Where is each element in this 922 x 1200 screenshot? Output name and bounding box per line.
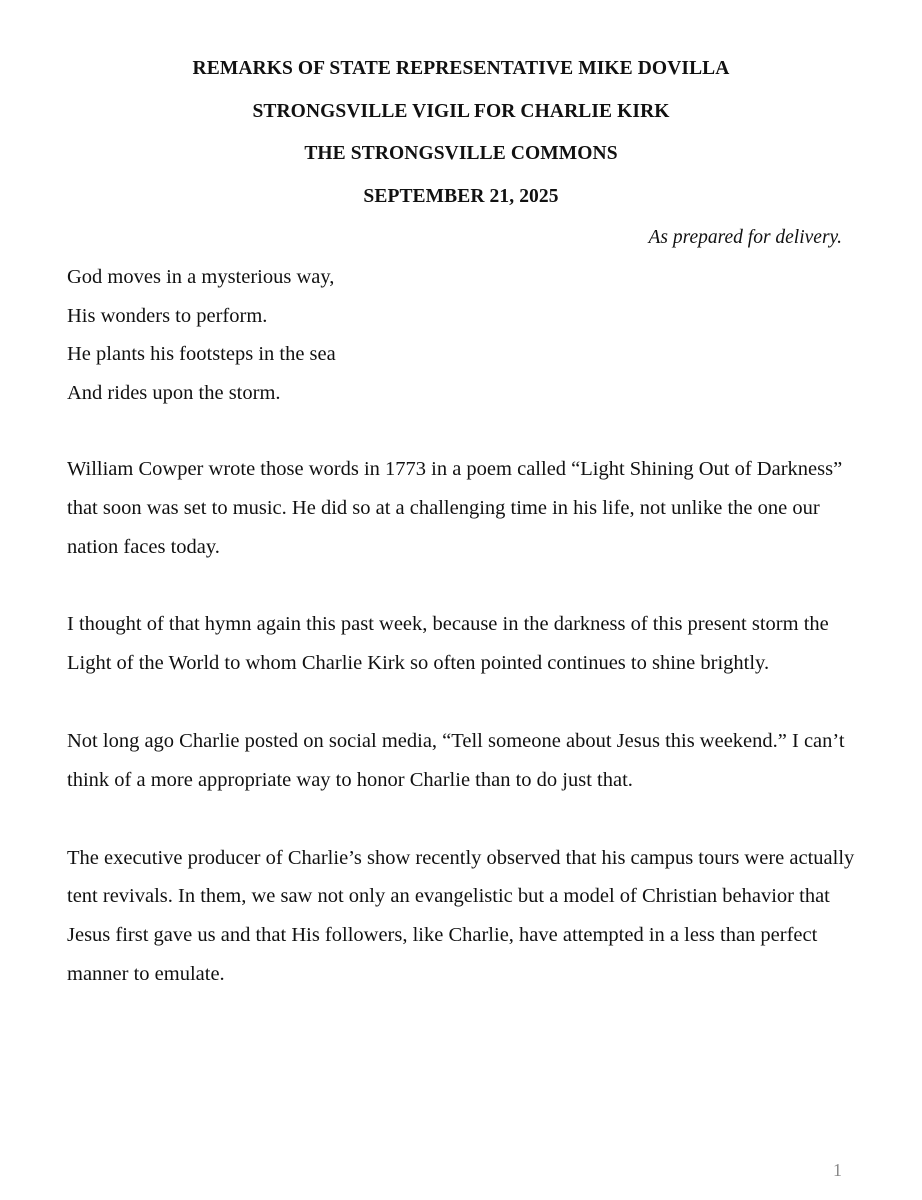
paragraph-cowper: William Cowper wrote those words in 1773 in a poem called “Light Shining Out of Darkness” that soon was set to music. He did so at a challenging time in his life, not unlike the one our nation faces today. [67, 458, 843, 558]
delivery-note: As prepared for delivery. [648, 227, 842, 248]
paragraph-hymn: I thought of that hymn again this past week, because in the darkness of this present storm the Light of the World to whom Charlie Kirk so often pointed continues to shine brightly. [67, 613, 829, 675]
document-body [67, 258, 857, 994]
poem-line: And rides upon the storm. [67, 381, 281, 404]
heading-event-line: STRONGSVILLE VIGIL FOR CHARLIE KIRK [252, 100, 670, 122]
page-number: 1 [833, 1160, 842, 1180]
paragraph-campus-tours: The executive producer of Charlie’s show recently observed that his campus tours were actually tent revivals. In them, we saw not only an evangelistic but a model of Christian behavior that Jesus first gave us and that His followers, like Charlie, have attempted in a less than perfect manner to emulate. [67, 846, 855, 985]
poem-line: God moves in a mysterious way, [67, 266, 335, 288]
poem-line: His wonders to perform. [67, 304, 268, 327]
poem-line: He plants his footsteps in the sea [67, 343, 336, 365]
document-heading [0, 48, 922, 218]
heading-location-line: THE STRONGSVILLE COMMONS [304, 143, 618, 164]
paragraph-social-media: Not long ago Charlie posted on social media, “Tell someone about Jesus this weekend.” I can’t think of a more appropriate way to honor Charlie than to do just that. [67, 729, 845, 791]
poem-stanza [67, 258, 857, 412]
heading-date-line: SEPTEMBER 21, 2025 [363, 185, 559, 207]
heading-title-line: REMARKS OF STATE REPRESENTATIVE MIKE DOVILLA [192, 58, 730, 79]
